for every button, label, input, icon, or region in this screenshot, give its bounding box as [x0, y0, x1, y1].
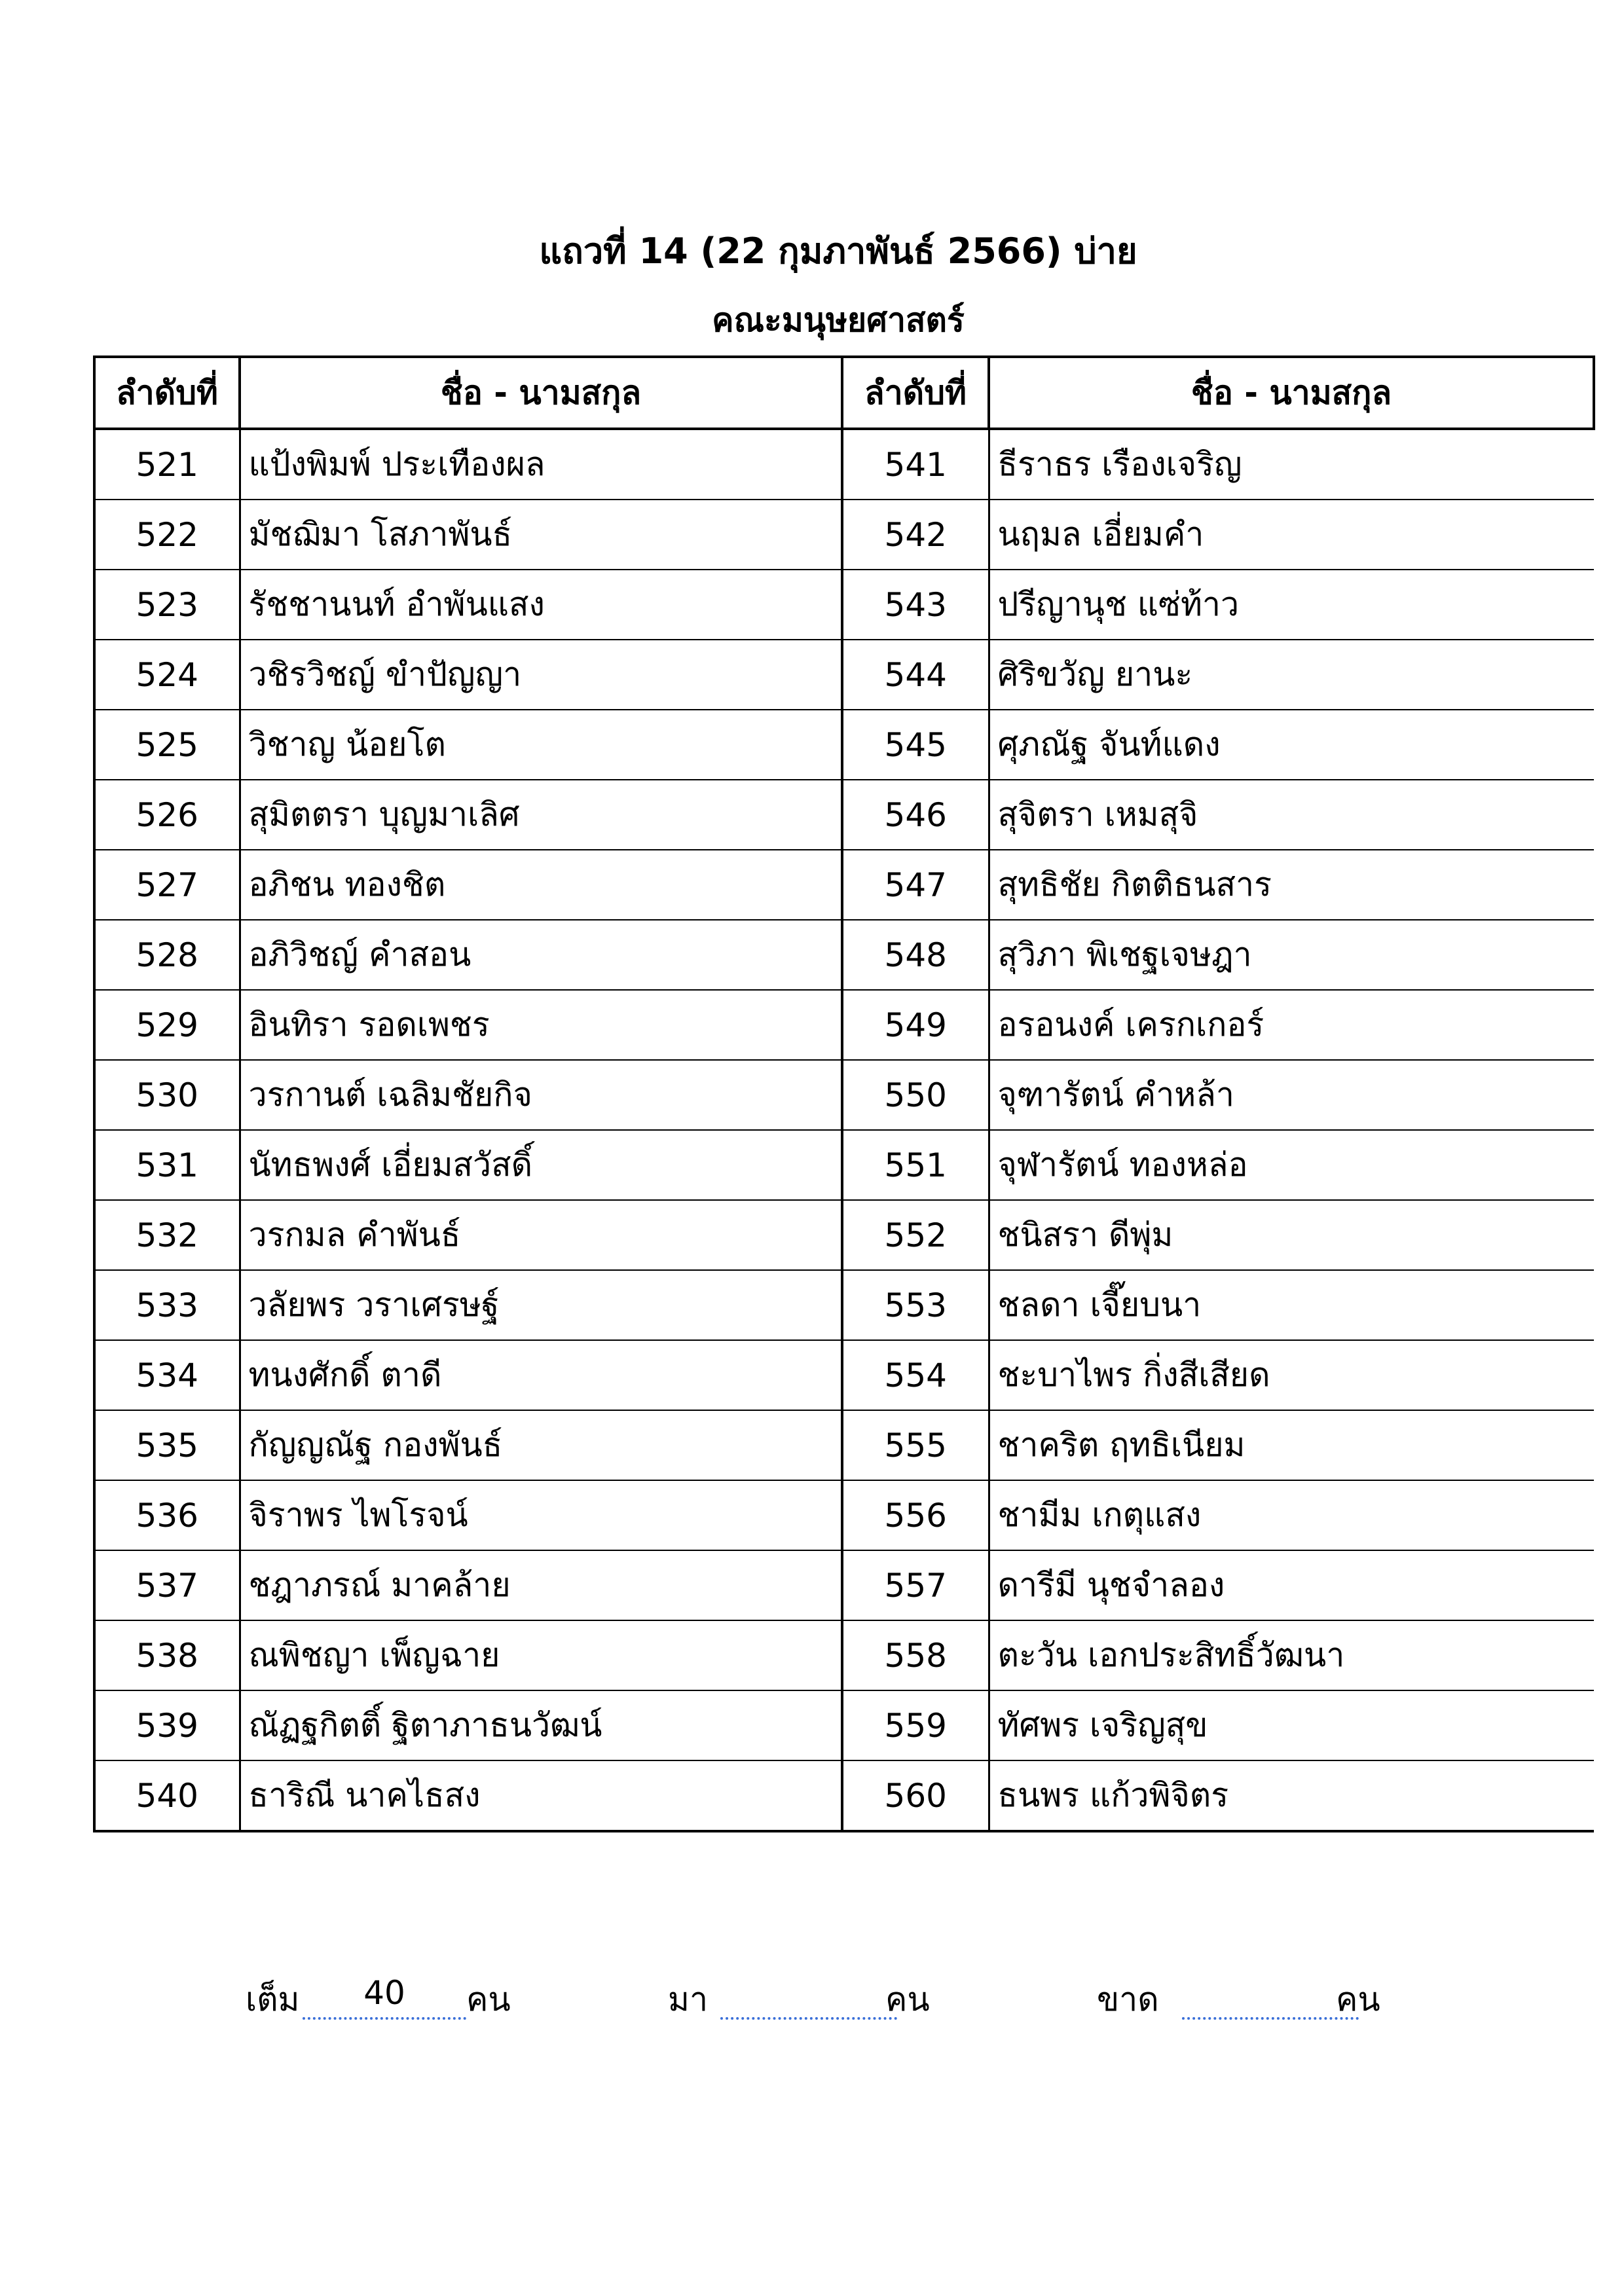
row-name-left: อภิวิชญ์ คำสอน — [240, 920, 842, 990]
row-name-left: ทนงศักดิ์ ตาดี — [240, 1340, 842, 1410]
row-name-left: วรกานต์ เฉลิมชัยกิจ — [240, 1060, 842, 1130]
full-value: 40 — [363, 1974, 405, 2012]
row-name-left: อภิชน ทองชิต — [240, 850, 842, 920]
full-unit: คน — [466, 1980, 511, 2018]
table-row — [94, 1060, 1594, 1130]
table-row — [94, 640, 1594, 710]
row-name-left: กัญญณัฐ กองพันธ์ — [240, 1410, 842, 1480]
row-name-right: ชะบาไพร กิ่งสีเสียด — [989, 1340, 1594, 1410]
table-row — [94, 1340, 1594, 1410]
row-order-left: 534 — [94, 1340, 240, 1410]
row-order-right: 556 — [842, 1480, 989, 1550]
row-order-right: 547 — [842, 850, 989, 920]
row-order-right: 555 — [842, 1410, 989, 1480]
row-name-right: ปรีญานุช แซ่ท้าว — [989, 570, 1594, 640]
row-name-left: วลัยพร วราเศรษฐ์ — [240, 1270, 842, 1340]
roster-body — [94, 429, 1594, 1831]
absent-blank-line — [1182, 2017, 1359, 2020]
row-name-right: ศุภณัฐ จันท์แดง — [989, 710, 1594, 780]
row-name-right: จุฬารัตน์ ทองหล่อ — [989, 1130, 1594, 1200]
row-name-right: สุวิภา พิเชฐเจษฎา — [989, 920, 1594, 990]
row-order-left: 521 — [94, 429, 240, 500]
table-row — [94, 1550, 1594, 1620]
row-order-right: 541 — [842, 429, 989, 500]
table-row — [94, 990, 1594, 1060]
table-row — [94, 1480, 1594, 1550]
table-row — [94, 500, 1594, 570]
row-name-right: ทัศพร เจริญสุข — [989, 1690, 1594, 1760]
row-name-right: ธนพร แก้วพิจิตร — [989, 1760, 1594, 1831]
row-order-left: 537 — [94, 1550, 240, 1620]
row-order-left: 536 — [94, 1480, 240, 1550]
row-name-right: สุจิตรา เหมสุจิ — [989, 780, 1594, 850]
row-name-left: ณัฏฐกิตติ์ ฐิตาภาธนวัฒน์ — [240, 1690, 842, 1760]
row-name-left: ณพิชญา เพ็ญฉาย — [240, 1620, 842, 1690]
row-order-right: 542 — [842, 500, 989, 570]
row-name-right: อรอนงค์ เครกเกอร์ — [989, 990, 1594, 1060]
row-order-left: 533 — [94, 1270, 240, 1340]
row-order-left: 531 — [94, 1130, 240, 1200]
present-label: มา — [668, 1980, 709, 2018]
page-title: แถวที่ 14 (22 กุมภาพันธ์ 2566) บ่าย — [539, 230, 1137, 272]
table-row — [94, 429, 1594, 500]
row-order-right: 559 — [842, 1690, 989, 1760]
row-name-right: ดารีมี นุชจำลอง — [989, 1550, 1594, 1620]
row-order-right: 546 — [842, 780, 989, 850]
table-row — [94, 1620, 1594, 1690]
row-order-right: 548 — [842, 920, 989, 990]
header-order-right: ลำดับที่ — [842, 357, 989, 429]
row-name-left: อินทิรา รอดเพชร — [240, 990, 842, 1060]
row-order-left: 526 — [94, 780, 240, 850]
row-order-left: 528 — [94, 920, 240, 990]
row-name-right: ธีราธร เรืองเจริญ — [989, 429, 1594, 500]
present-blank-line — [720, 2017, 897, 2020]
roster-table — [93, 355, 1595, 1832]
row-name-right: ชนิสรา ดีพุ่ม — [989, 1200, 1594, 1270]
row-order-left: 525 — [94, 710, 240, 780]
table-row — [94, 710, 1594, 780]
row-order-right: 551 — [842, 1130, 989, 1200]
row-name-right: นฤมล เอี่ยมคำ — [989, 500, 1594, 570]
absent-unit: คน — [1336, 1980, 1380, 2018]
row-order-left: 539 — [94, 1690, 240, 1760]
row-order-right: 549 — [842, 990, 989, 1060]
row-order-right: 553 — [842, 1270, 989, 1340]
row-name-right: ศิริขวัญ ยานะ — [989, 640, 1594, 710]
row-name-right: ชลดา เจี๊ยบนา — [989, 1270, 1594, 1340]
table-row — [94, 1270, 1594, 1340]
row-order-left: 523 — [94, 570, 240, 640]
row-name-left: ชฎาภรณ์ มาคล้าย — [240, 1550, 842, 1620]
row-order-right: 545 — [842, 710, 989, 780]
row-order-right: 552 — [842, 1200, 989, 1270]
table-row — [94, 1130, 1594, 1200]
row-order-left: 532 — [94, 1200, 240, 1270]
row-order-left: 540 — [94, 1760, 240, 1831]
row-order-left: 530 — [94, 1060, 240, 1130]
row-name-left: แป้งพิมพ์ ประเทืองผล — [240, 429, 842, 500]
header-name-right: ชื่อ - นามสกุล — [989, 357, 1594, 429]
row-order-left: 522 — [94, 500, 240, 570]
table-row — [94, 1200, 1594, 1270]
row-order-right: 544 — [842, 640, 989, 710]
full-value-line — [303, 2017, 466, 2020]
row-order-left: 524 — [94, 640, 240, 710]
table-row — [94, 1410, 1594, 1480]
row-name-left: มัชฌิมา โสภาพันธ์ — [240, 500, 842, 570]
row-name-right: ชาคริต ฤทธิเนียม — [989, 1410, 1594, 1480]
row-order-right: 560 — [842, 1760, 989, 1831]
row-name-left: จิราพร ไพโรจน์ — [240, 1480, 842, 1550]
table-row — [94, 1690, 1594, 1760]
row-order-right: 543 — [842, 570, 989, 640]
full-label: เต็ม — [246, 1980, 300, 2018]
row-name-right: สุทธิชัย กิตติธนสาร — [989, 850, 1594, 920]
header-order-left: ลำดับที่ — [94, 357, 240, 429]
row-order-left: 535 — [94, 1410, 240, 1480]
row-order-left: 529 — [94, 990, 240, 1060]
row-order-right: 554 — [842, 1340, 989, 1410]
row-name-left: รัชชานนท์ อำพันแสง — [240, 570, 842, 640]
row-name-left: ธาริณี นาคไธสง — [240, 1760, 842, 1831]
row-order-left: 538 — [94, 1620, 240, 1690]
table-row — [94, 780, 1594, 850]
table-row — [94, 570, 1594, 640]
table-header-row — [94, 357, 1594, 429]
row-name-right: จุฑารัตน์ คำหล้า — [989, 1060, 1594, 1130]
row-name-left: วรกมล คำพันธ์ — [240, 1200, 842, 1270]
row-name-left: สุมิตตรา บุญมาเลิศ — [240, 780, 842, 850]
row-name-left: วชิรวิชญ์ ขำปัญญา — [240, 640, 842, 710]
row-name-left: นัทธพงศ์ เอี่ยมสวัสดิ์ — [240, 1130, 842, 1200]
row-name-left: วิชาญ น้อยโต — [240, 710, 842, 780]
header-name-left: ชื่อ - นามสกุล — [240, 357, 842, 429]
row-order-right: 558 — [842, 1620, 989, 1690]
faculty-subtitle: คณะมนุษยศาสตร์ — [712, 301, 965, 339]
absent-label: ขาด — [1097, 1980, 1159, 2018]
row-order-right: 557 — [842, 1550, 989, 1620]
table-row — [94, 850, 1594, 920]
table-row — [94, 920, 1594, 990]
row-name-right: ตะวัน เอกประสิทธิ์วัฒนา — [989, 1620, 1594, 1690]
row-order-right: 550 — [842, 1060, 989, 1130]
table-row — [94, 1760, 1594, 1831]
row-name-right: ชามีม เกตุแสง — [989, 1480, 1594, 1550]
present-unit: คน — [885, 1980, 930, 2018]
row-order-left: 527 — [94, 850, 240, 920]
